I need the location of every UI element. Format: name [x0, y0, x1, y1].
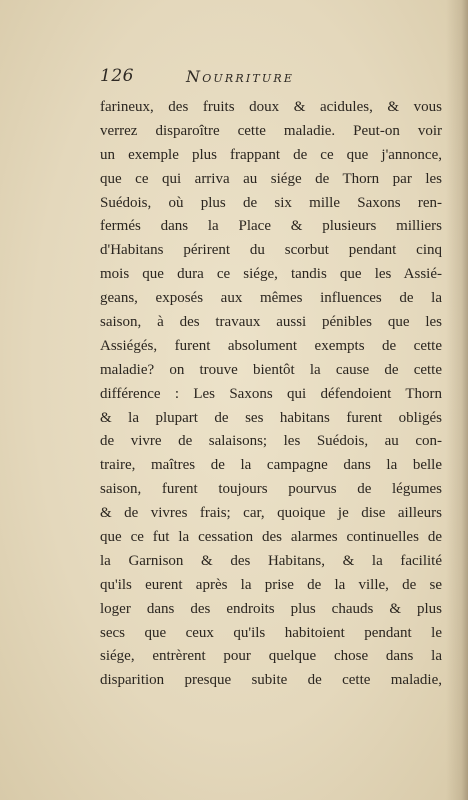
text-line: fermés dans la Place & plusieurs milliers: [100, 218, 442, 235]
text-line: farineux, des fruits doux & acidules, & vous: [100, 99, 442, 115]
text-line: disparition presque subite de cette maladie,: [100, 672, 442, 689]
text-line: & de vivres frais; car, quoique je dise ailleurs: [100, 505, 442, 522]
text-line: mois que dura ce siége, tandis que les Assié-: [100, 266, 442, 283]
text-line: différence : Les Saxons qui défendoient Thorn: [100, 385, 442, 402]
text-line: la Garnison & des Habitans, & la facilité: [100, 552, 442, 569]
page-number: 126: [100, 66, 134, 86]
text-line: traire, maîtres de la campagne dans la belle: [100, 457, 442, 474]
page-edge-shadow: [446, 0, 468, 800]
text-line: & la plupart de ses habitans furent obligés: [100, 409, 442, 426]
text-line: d'Habitans périrent du scorbut pendant cinq: [100, 242, 442, 259]
text-line: un exemple plus frappant de ce que j'annonce,: [100, 146, 442, 163]
text-line: saison, furent toujours pourvus de légumes: [100, 481, 442, 498]
text-line: verrez disparoître cette maladie. Peut-on voir: [100, 122, 442, 139]
text-line: que ce fut la cessation des alarmes continuelles de: [100, 529, 442, 546]
text-line: loger dans des endroits plus chauds & plus: [100, 600, 442, 617]
body-text: [100, 96, 442, 693]
text-line: maladie? on trouve bientôt la cause de cette: [100, 361, 442, 378]
text-line: qu'ils eurent après la prise de la ville, de se: [100, 576, 442, 593]
text-line: que ce qui arriva au siége de Thorn par les: [100, 170, 442, 187]
text-line: geans, exposés aux mêmes influences de la: [100, 290, 442, 307]
text-line: de vivre de salaisons; les Suédois, au con-: [100, 433, 442, 450]
text-line: saison, à des travaux aussi pénibles que les: [100, 314, 442, 331]
text-line: Assiégés, furent absolument exempts de cette: [100, 337, 442, 354]
text-line: siége, entrèrent pour quelque chose dans la: [100, 648, 442, 665]
text-line: Suédois, où plus de six mille Saxons ren-: [100, 194, 442, 211]
running-head: Nourriture: [186, 67, 295, 86]
text-line: secs que ceux qu'ils habitoient pendant le: [100, 624, 442, 641]
page-header: [100, 66, 400, 92]
